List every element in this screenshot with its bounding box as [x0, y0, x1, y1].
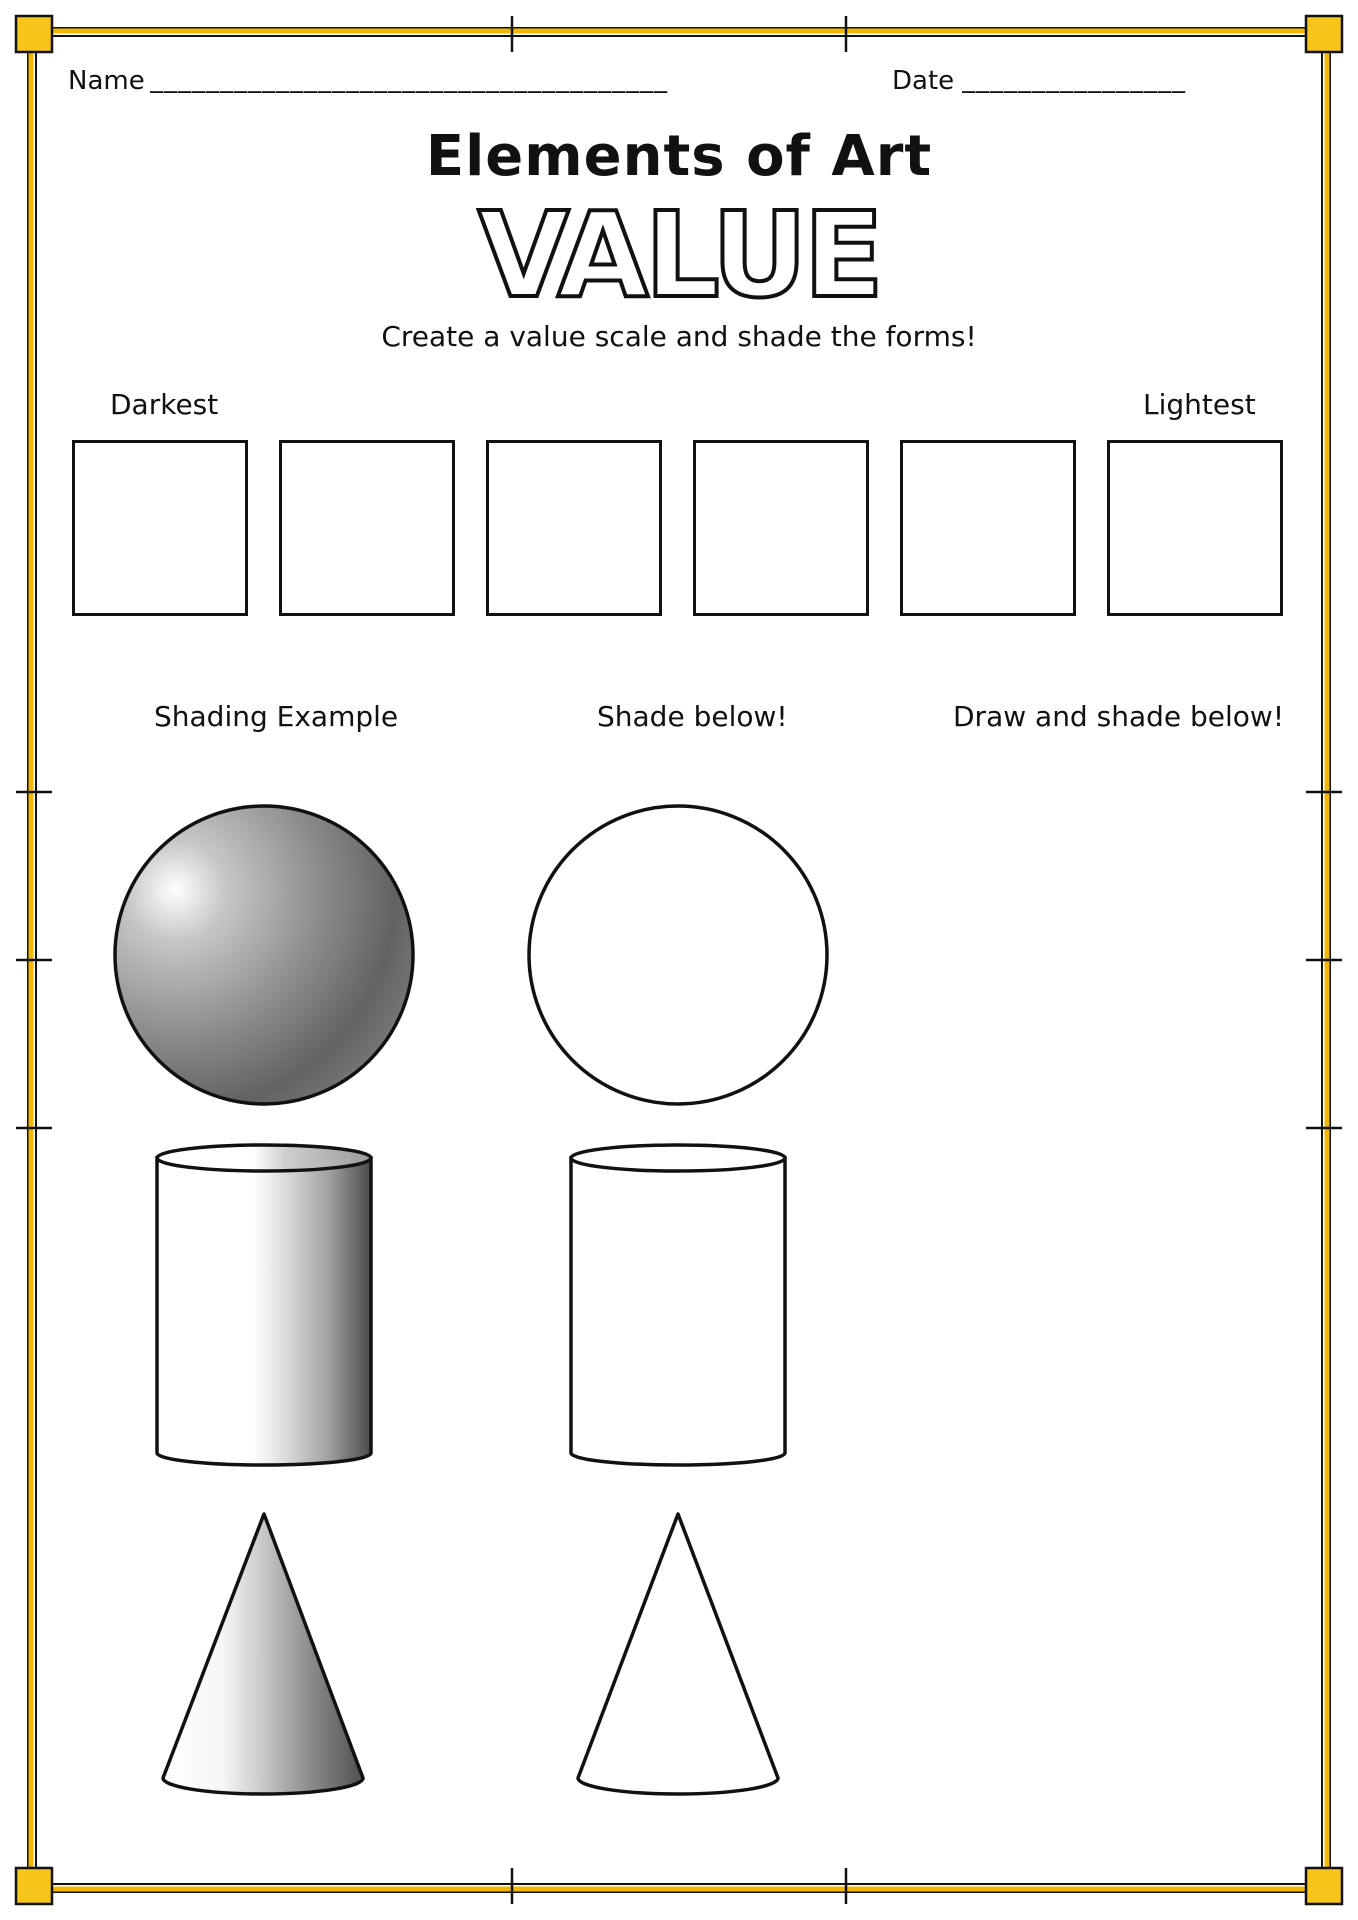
blank-sphere [529, 806, 827, 1104]
date-field[interactable]: ________________ [962, 64, 1186, 94]
darkest-label: Darkest [110, 388, 219, 421]
column-heading-draw: Draw and shade below! [953, 700, 1285, 733]
blank-cone [578, 1514, 778, 1794]
date-label: Date [892, 66, 955, 96]
name-label: Name [68, 66, 145, 96]
lightest-label: Lightest [1143, 388, 1256, 421]
blank-cylinder [571, 1145, 785, 1465]
shaded-cylinder [157, 1145, 371, 1465]
shaded-sphere [115, 806, 413, 1104]
instructions: Create a value scale and shade the forms! [381, 320, 977, 353]
worksheet-title: Elements of Art [425, 124, 933, 189]
column-heading-example: Shading Example [154, 700, 399, 733]
shaded-cone [163, 1514, 363, 1794]
column-heading-shade: Shade below! [597, 700, 788, 733]
subject-heading-text: VALUE [477, 198, 881, 308]
name-field[interactable]: _____________________________________ [150, 64, 668, 94]
